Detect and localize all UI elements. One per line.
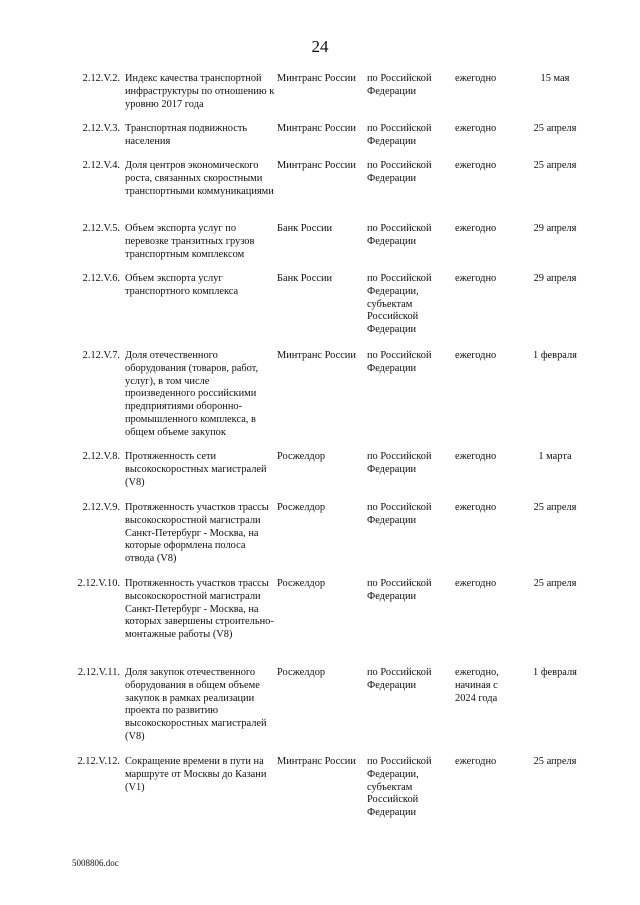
deadline: 25 апреля bbox=[533, 502, 577, 513]
table-row bbox=[72, 578, 592, 667]
periodicity: ежегодно bbox=[455, 350, 497, 361]
responsible-agency: Минтранс России bbox=[277, 756, 356, 767]
aggregation-level: по Российской Федерации bbox=[367, 223, 432, 247]
responsible-agency: Минтранс России bbox=[277, 73, 356, 84]
responsible-agency: Банк России bbox=[277, 223, 333, 234]
aggregation-level: по Российской Федерации bbox=[367, 350, 432, 374]
indicator-name: Протяженность участков трассы высокоскоростной магистрали Санкт-Петербург - Москва, на которые оформлена полоса отвода (V8) bbox=[125, 502, 269, 565]
responsible-agency: Росжелдор bbox=[277, 451, 326, 462]
indicator-name: Объем экспорта услуг по перевозке транзитных грузов транспортным комплексом bbox=[125, 223, 255, 260]
table-row bbox=[72, 350, 592, 451]
indicator-name: Индекс качества транспортной инфраструктуры по отношению к уровню 2017 года bbox=[125, 73, 275, 110]
periodicity: ежегодно bbox=[455, 160, 497, 171]
deadline: 25 апреля bbox=[533, 756, 577, 767]
indicator-name: Сокращение времени в пути на маршруте от Москвы до Казани (V1) bbox=[125, 756, 267, 793]
indicator-code: 2.12.V.6. bbox=[82, 273, 120, 284]
periodicity: ежегодно bbox=[455, 578, 497, 589]
periodicity: ежегодно bbox=[455, 223, 497, 234]
deadline: 25 апреля bbox=[533, 160, 577, 171]
deadline: 1 марта bbox=[538, 451, 572, 462]
deadline: 15 мая bbox=[540, 73, 570, 84]
aggregation-level: по Российской Федерации bbox=[367, 667, 432, 691]
table-row bbox=[72, 502, 592, 578]
periodicity: ежегодно bbox=[455, 273, 497, 284]
aggregation-level: по Российской Федерации bbox=[367, 502, 432, 526]
indicator-code: 2.12.V.10. bbox=[77, 578, 120, 589]
indicator-name: Объем экспорта услуг транспортного комплекса bbox=[125, 273, 239, 297]
periodicity: ежегодно bbox=[455, 73, 497, 84]
responsible-agency: Росжелдор bbox=[277, 667, 326, 678]
aggregation-level: по Российской Федерации bbox=[367, 123, 432, 147]
indicator-code: 2.12.V.7. bbox=[82, 350, 120, 361]
aggregation-level: по Российской Федерации, субъектам Российской Федерации bbox=[367, 273, 432, 336]
table-row bbox=[72, 123, 592, 160]
indicator-code: 2.12.V.8. bbox=[82, 451, 120, 462]
indicator-name: Доля отечественного оборудования (товаров, работ, услуг), в том числе произведенного российскими предприятиями оборонно-промышленного комплекса, в общем объеме закупок bbox=[125, 350, 259, 438]
deadline: 1 февраля bbox=[533, 667, 577, 678]
periodicity: ежегодно, начиная с 2024 года bbox=[455, 667, 499, 704]
periodicity: ежегодно bbox=[455, 502, 497, 513]
indicator-name: Протяженность сети высокоскоростных магистралей (V8) bbox=[125, 451, 267, 488]
deadline: 29 апреля bbox=[533, 223, 577, 234]
table-row bbox=[72, 756, 592, 826]
responsible-agency: Росжелдор bbox=[277, 502, 326, 513]
deadline: 29 апреля bbox=[533, 273, 577, 284]
table-row bbox=[72, 273, 592, 350]
deadline: 1 февраля bbox=[533, 350, 577, 361]
deadline: 25 апреля bbox=[533, 123, 577, 134]
responsible-agency: Росжелдор bbox=[277, 578, 326, 589]
indicator-code: 2.12.V.2. bbox=[82, 73, 120, 84]
indicator-code: 2.12.V.3. bbox=[82, 123, 120, 134]
indicator-code: 2.12.V.4. bbox=[82, 160, 120, 171]
indicator-name: Доля закупок отечественного оборудования в общем объеме закупок в рамках реализации проекта по развитию высокоскоростных магистралей (V8) bbox=[125, 667, 267, 742]
table-row bbox=[72, 73, 592, 123]
page-number: 24 bbox=[311, 37, 329, 56]
aggregation-level: по Российской Федерации bbox=[367, 73, 432, 97]
indicator-code: 2.12.V.9. bbox=[82, 502, 120, 513]
responsible-agency: Минтранс России bbox=[277, 123, 356, 134]
indicator-code: 2.12.V.12. bbox=[77, 756, 120, 767]
document-filename: 5008806.doc bbox=[72, 858, 119, 868]
table-row bbox=[72, 160, 592, 223]
responsible-agency: Минтранс России bbox=[277, 160, 356, 171]
periodicity: ежегодно bbox=[455, 451, 497, 462]
indicator-name: Протяженность участков трассы высокоскоростной магистрали Санкт-Петербург - Москва, на которых завершены строительно-монтажные работы (V8) bbox=[125, 578, 274, 641]
indicator-name: Транспортная подвижность населения bbox=[125, 123, 248, 147]
indicator-code: 2.12.V.5. bbox=[82, 223, 120, 234]
indicator-name: Доля центров экономического роста, связанных скоростными транспортными коммуникациями bbox=[125, 160, 274, 197]
periodicity: ежегодно bbox=[455, 756, 497, 767]
aggregation-level: по Российской Федерации bbox=[367, 160, 432, 184]
table-row bbox=[72, 223, 592, 273]
table-row bbox=[72, 451, 592, 502]
table-row bbox=[72, 667, 592, 756]
responsible-agency: Банк России bbox=[277, 273, 333, 284]
indicator-code: 2.12.V.11. bbox=[77, 667, 120, 678]
indicators-table bbox=[72, 73, 592, 826]
aggregation-level: по Российской Федерации bbox=[367, 578, 432, 602]
periodicity: ежегодно bbox=[455, 123, 497, 134]
responsible-agency: Минтранс России bbox=[277, 350, 356, 361]
aggregation-level: по Российской Федерации, субъектам Российской Федерации bbox=[367, 756, 432, 819]
deadline: 25 апреля bbox=[533, 578, 577, 589]
aggregation-level: по Российской Федерации bbox=[367, 451, 432, 475]
